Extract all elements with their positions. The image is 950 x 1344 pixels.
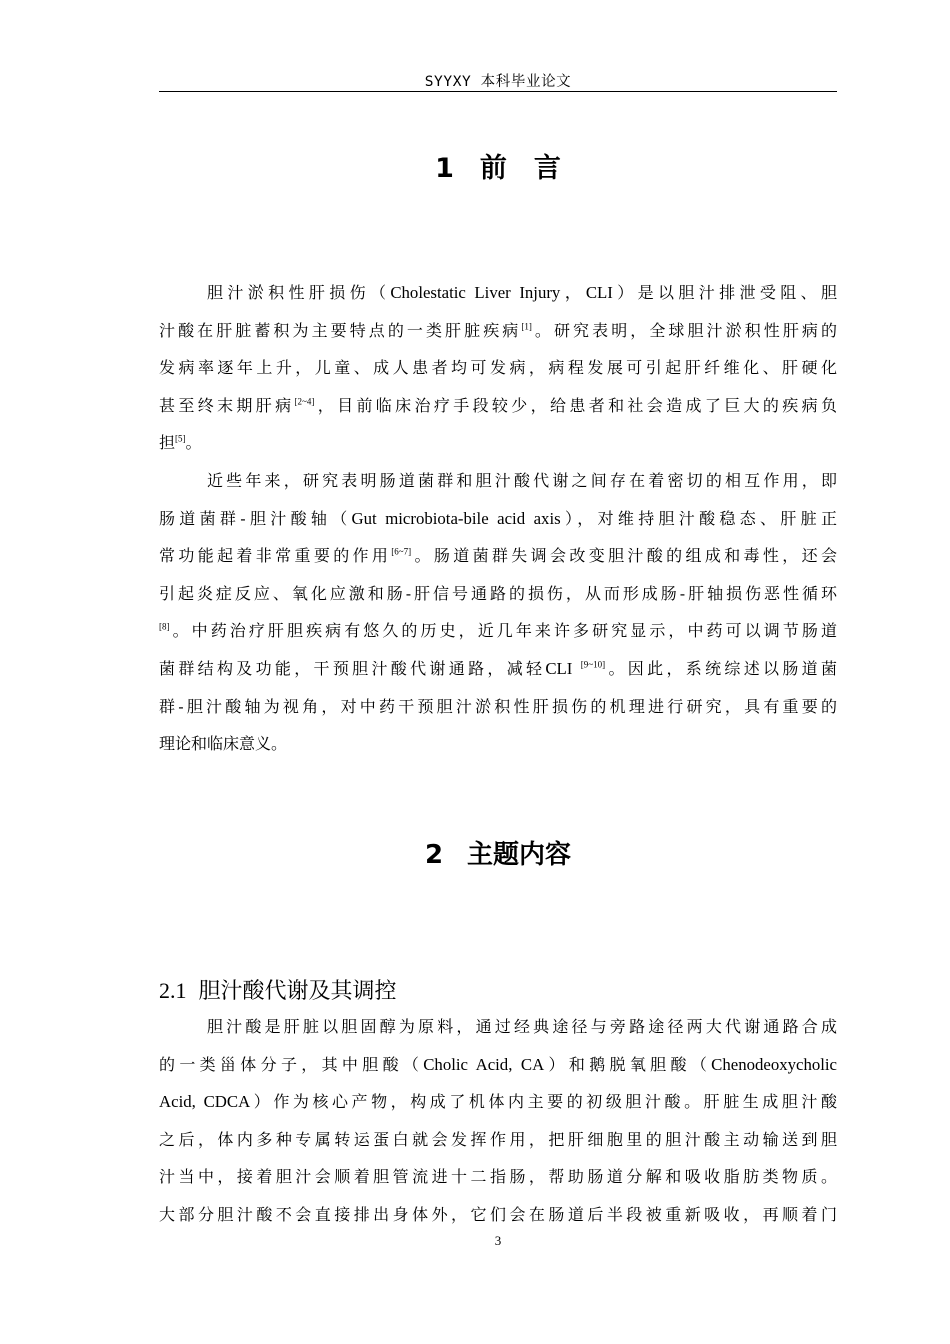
text-run: 常功能起着非常重要的作用 xyxy=(159,546,392,566)
text-run: 菌群结构及功能，干预胆汁酸代谢通路，减轻 xyxy=(159,658,546,678)
intro-paragraph-2 xyxy=(159,462,837,763)
section-2-1-paragraph xyxy=(159,1008,837,1234)
section-2-1-heading xyxy=(159,974,397,1005)
text-line xyxy=(159,500,837,538)
chapter-2-title: 主题内容 xyxy=(467,840,572,870)
text-line: 发病率逐年上升，儿童、成人患者均可发病，病程发展可引起肝纤维化、肝硬化 xyxy=(159,358,837,378)
text-run: ），对维持胆汁酸稳态、肝脏正 xyxy=(560,508,837,528)
text-run: ）作为核心产物，构成了机体内主要的初级胆汁酸。肝脏生成胆汁酸 xyxy=(250,1092,837,1112)
text-line xyxy=(159,274,837,312)
section-number: 2.1 xyxy=(159,978,187,1003)
text-line: 近些年来，研究表明肠道菌群和胆汁酸代谢之间存在着密切的相互作用，即 xyxy=(207,471,837,490)
text-line: 群-胆汁酸轴为视角，对中药干预胆汁淤积性肝损伤的机理进行研究，具有重要的 xyxy=(159,696,837,716)
text-run: Chenodeoxycholic xyxy=(711,1054,837,1074)
citation-marker: [5] xyxy=(175,434,186,445)
text-line: 之后，体内多种专属转运蛋白就会发挥作用，把肝细胞里的胆汁酸主动输送到胆 xyxy=(159,1129,837,1149)
section-title: 胆汁酸代谢及其调控 xyxy=(198,979,397,1004)
text-run: 。研究表明，全球胆汁淤积性肝病的 xyxy=(531,320,837,340)
text-line xyxy=(159,312,837,350)
page-number: 3 xyxy=(494,1233,502,1248)
text-run: 肠道菌群-胆汁酸轴（ xyxy=(159,508,352,528)
text-run: 的一类甾体分子，其中胆酸（ xyxy=(159,1054,424,1074)
text-run: 担 xyxy=(159,433,176,453)
text-run: 汁酸在肝脏蓄积为主要特点的一类肝脏疾病 xyxy=(159,320,522,340)
chapter-2-number: 2 xyxy=(424,840,444,870)
text-run: CLI xyxy=(545,658,573,678)
text-run: 。中药治疗肝胆疾病有悠久的历史，近几年来许多研究显示，中药可以调节肠道 xyxy=(169,621,837,641)
header-rule xyxy=(159,91,837,92)
text-line xyxy=(159,424,837,462)
chapter-1-heading xyxy=(159,146,837,185)
chapter-1-title: 前 言 xyxy=(479,153,561,184)
text-run: ）是以胆汁排泄受阻、胆 xyxy=(612,283,837,302)
intro-paragraph-1 xyxy=(159,274,837,462)
text-line xyxy=(159,387,837,425)
citation-marker: [6~7] xyxy=(391,546,412,557)
text-line xyxy=(159,1046,837,1084)
text-run: Cholic Acid, CA xyxy=(423,1054,545,1074)
text-line: 引起炎症反应、氧化应激和肠-肝信号通路的损伤，从而形成肠-肝轴损伤恶性循环 xyxy=(159,583,837,603)
text-line: 大部分胆汁酸不会直接排出身体外，它们会在肠道后半段被重新吸收，再顺着门 xyxy=(159,1204,837,1224)
text-line: 理论和临床意义。 xyxy=(159,734,288,754)
text-line xyxy=(159,537,837,575)
text-line xyxy=(159,612,837,650)
text-run: ，目前临床治疗手段较少，给患者和社会造成了巨大的疾病负 xyxy=(314,395,837,415)
text-run: 。 xyxy=(185,433,202,453)
running-header: SYYXY 本科毕业论文 xyxy=(424,74,572,90)
text-run: 甚至终末期肝病 xyxy=(159,395,295,415)
text-run: 。因此，系统综述以肠道菌 xyxy=(605,658,837,678)
citation-marker: [8] xyxy=(159,622,170,633)
citation-marker: [9~10] xyxy=(580,659,606,670)
chapter-1-number: 1 xyxy=(435,153,454,184)
text-line xyxy=(159,1083,837,1121)
text-run: Acid, CDCA xyxy=(159,1092,251,1112)
text-run: Cholestatic Liver Injury，CLI xyxy=(390,283,613,302)
text-run: 胆汁淤积性肝损伤（ xyxy=(207,283,391,302)
text-line: 胆汁酸是肝脏以胆固醇为原料，通过经典途径与旁路途径两大代谢通路合成 xyxy=(207,1017,837,1036)
text-line xyxy=(159,650,837,688)
text-run: ）和鹅脱氧胆酸（ xyxy=(544,1054,712,1074)
text-run: 。肠道菌群失调会改变胆汁酸的组成和毒性，还会 xyxy=(411,546,837,566)
text-line: 汁当中，接着胆汁会顺着胆管流进十二指肠，帮助肠道分解和吸收脂肪类物质。 xyxy=(159,1167,837,1187)
chapter-2-heading xyxy=(159,834,837,871)
citation-marker: [2~4] xyxy=(294,396,315,407)
citation-marker: [1] xyxy=(521,321,532,332)
text-run: Gut microbiota-bile acid axis xyxy=(351,508,561,528)
